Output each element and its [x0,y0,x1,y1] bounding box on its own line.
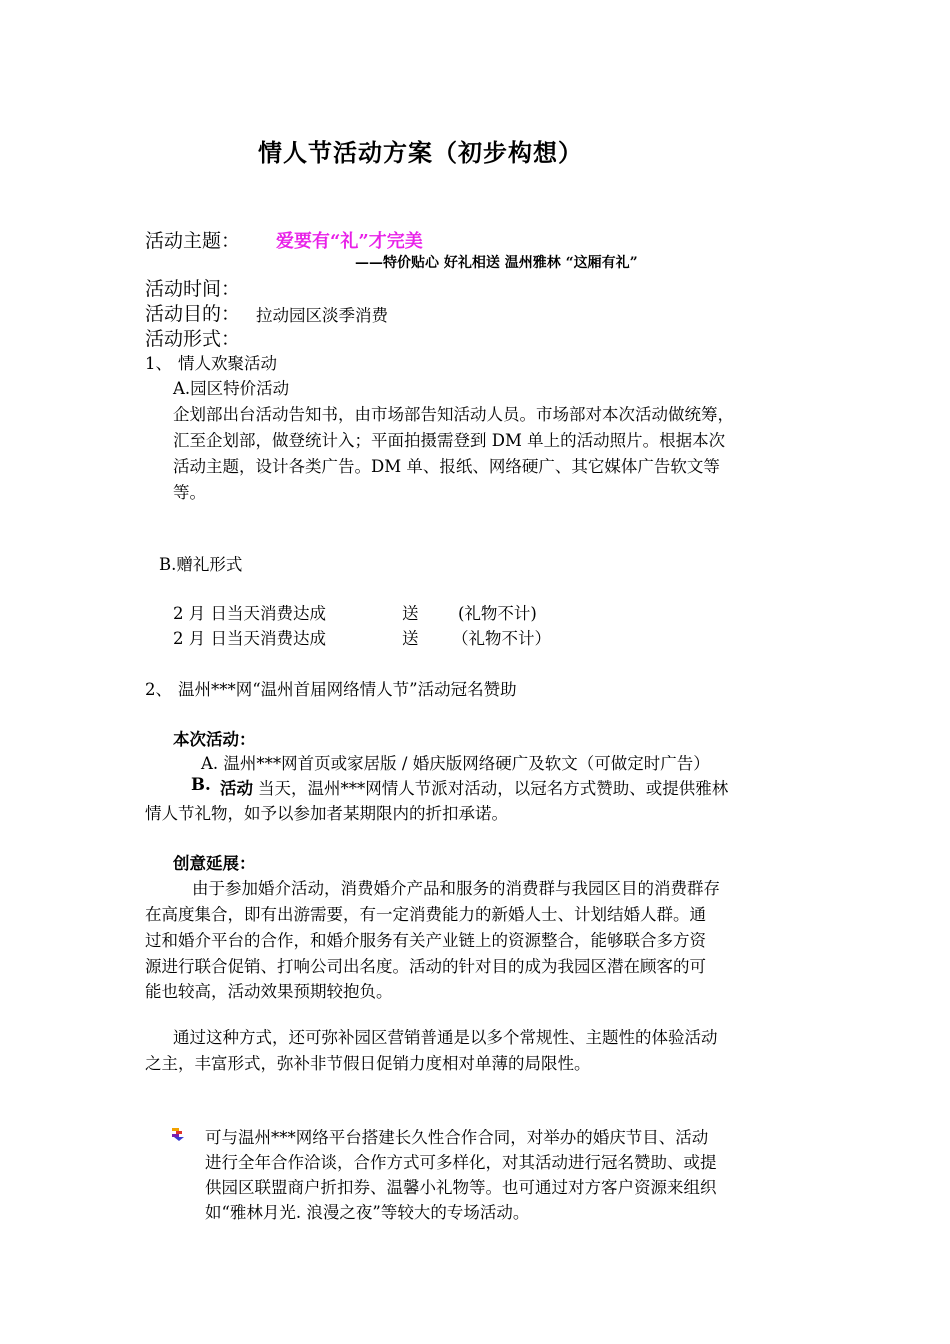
theme-value: 爱要有“礼”才完美 [276,231,423,252]
gift-row-date: 2 月 日当天消费达成 [173,629,326,648]
gift-row-note: （礼物不计） [452,629,551,648]
creative-line: 过和婚介平台的合作，和婚介服务有关产业链上的资源整合，能够联合多方资 [145,931,706,950]
activity-item-a: A. 温州***网首页或家居版 / 婚庆版网络硬广及软文（可做定时广告） [201,754,710,773]
bullet-line: 供园区联盟商户折扣券、温馨小礼物等。也可通过对方客户资源来组织 [205,1178,717,1197]
theme-label: 活动主题： [145,230,241,252]
bullet-line: 可与温州***网络平台搭建长久性合作合同，对举办的婚庆节目、活动 [205,1128,709,1147]
gift-row-date: 2 月 日当天消费达成 [173,604,326,623]
activity-item-b-line: 当天，温州***网情人节派对活动，以冠名方式赞助、或提供雅林 [258,779,729,798]
activity-item-b-line: 情人节礼物，如予以参加者某期限内的折扣承诺。 [145,804,508,823]
this-activity-label: 本次活动： [173,730,256,749]
slogan: ——特价贴心 好礼相送 温州雅林 “这厢有礼” [355,255,638,271]
purpose-value: 拉动园区淡季消费 [256,306,388,325]
section2-number: 2、 [145,680,172,699]
creative-line: 能也较高，活动效果预期较抱负。 [145,982,393,1001]
creative-label: 创意延展： [173,854,256,873]
section1-a-title: A.园区特价活动 [173,379,290,398]
document-title: 情人节活动方案（初步构想） [258,138,583,167]
form-label: 活动形式： [145,328,241,350]
section1-b-title: B.赠礼形式 [159,555,243,574]
time-label: 活动时间： [145,278,241,300]
gift-row-send: 送 [402,629,419,648]
bullet-line: 进行全年合作洽谈，合作方式可多样化，对其活动进行冠名赞助、或提 [205,1153,717,1172]
activity-item-b-prefix: B. [191,775,211,794]
activity-item-b-bold: 活动 [220,779,253,798]
section1-a-line: 企划部出台活动告知书，由市场部告知活动人员。市场部对本次活动做统筹， [173,405,734,424]
gift-row-note: (礼物不计) [458,604,537,623]
purpose-label: 活动目的： [145,303,241,325]
bullet-line: 如“雅林月光. 浪漫之夜”等较大的专场活动。 [205,1203,530,1222]
section1-title: 情人欢聚活动 [178,354,277,373]
creative-line: 源进行联合促销、打响公司出名度。活动的针对目的成为我园区潜在顾客的可 [145,957,706,976]
extra-line: 之主，丰富形式，弥补非节假日促销力度相对单薄的局限性。 [145,1054,591,1073]
section2-title: 温州***网“温州首届网络情人节”活动冠名赞助 [178,680,517,699]
section1-number: 1、 [145,354,172,373]
gift-row-send: 送 [402,604,419,623]
section1-a-line: 汇至企划部，做登统计入；平面拍摄需登到 DM 单上的活动照片。根据本次 [173,431,726,450]
section1-a-line: 活动主题，设计各类广告。DM 单、报纸、网络硬广、其它媒体广告软文等 [173,457,720,476]
bullet-arrow-icon [172,1127,186,1141]
creative-line: 由于参加婚介活动，消费婚介产品和服务的消费群与我园区目的消费群存 [192,879,720,898]
section1-a-line: 等。 [173,483,206,502]
extra-line: 通过这种方式，还可弥补园区营销普通是以多个常规性、主题性的体验活动 [173,1028,718,1047]
creative-line: 在高度集合，即有出游需要，有一定消费能力的新婚人士、计划结婚人群。通 [145,905,706,924]
